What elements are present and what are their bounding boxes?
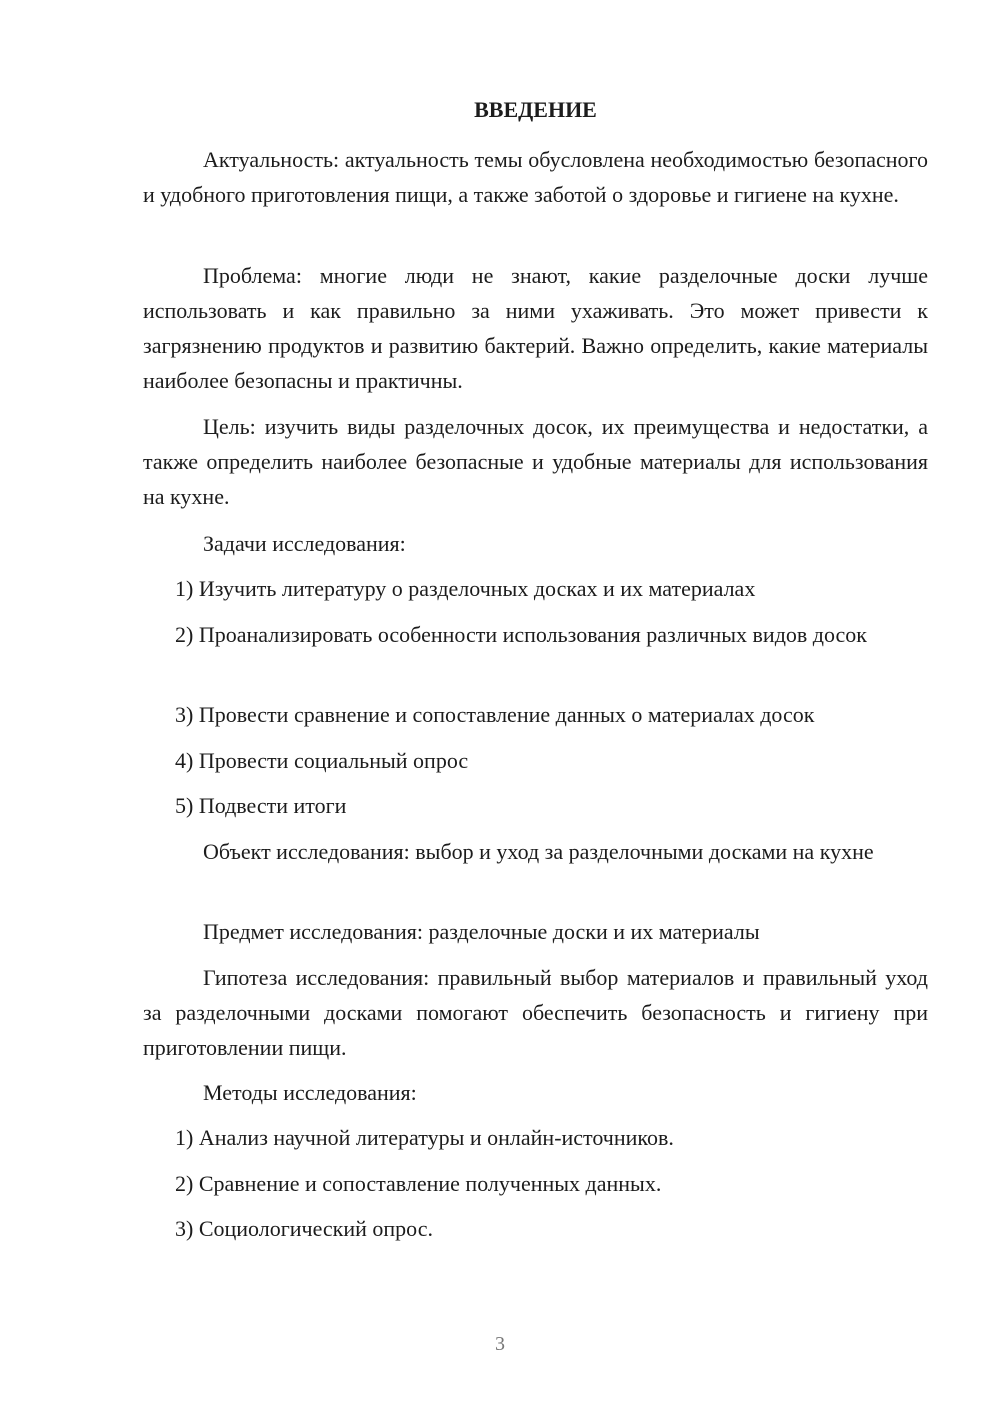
task-item-1: 1) Изучить литературу о разделочных досках и их материалах	[175, 576, 756, 601]
hypothesis-paragraph: Гипотеза исследования: правильный выбор материалов и правильный уход за разделочными досками помогают обеспечить безопасность и гигиену при приготовлении пищи.	[143, 965, 928, 1060]
task-item-3: 3) Провести сравнение и сопоставление данных о материалах досок	[175, 702, 815, 727]
task-item-5: 5) Подвести итоги	[175, 793, 347, 818]
section-heading: ВВЕДЕНИЕ	[474, 97, 597, 122]
method-item-3: 3) Социологический опрос.	[175, 1216, 433, 1241]
subject-paragraph: Предмет исследования: разделочные доски и их материалы	[203, 919, 760, 944]
page-number: 3	[495, 1333, 505, 1355]
tasks-heading: Задачи исследования:	[203, 531, 406, 556]
task-item-2: 2) Проанализировать особенности использования различных видов досок	[175, 622, 867, 647]
goal-paragraph: Цель: изучить виды разделочных досок, их преимущества и недостатки, а также определить наиболее безопасные и удобные материалы для использования на кухне.	[143, 414, 928, 509]
relevance-paragraph: Актуальность: актуальность темы обусловлена необходимостью безопасного и удобного приготовления пищи, а также заботой о здоровье и гигиене на кухне.	[143, 147, 928, 207]
task-item-4: 4) Провести социальный опрос	[175, 748, 469, 773]
problem-paragraph: Проблема: многие люди не знают, какие разделочные доски лучше использовать и как правильно за ними ухаживать. Это может привести к загрязнению продуктов и развитию бактерий. Важно определить, какие материалы наиболее безопасны и практичны.	[143, 263, 928, 393]
method-item-1: 1) Анализ научной литературы и онлайн-источников.	[175, 1125, 674, 1150]
methods-heading: Методы исследования:	[203, 1080, 417, 1105]
document-page	[143, 0, 928, 1414]
method-item-2: 2) Сравнение и сопоставление полученных данных.	[175, 1171, 662, 1196]
object-paragraph: Объект исследования: выбор и уход за разделочными досками на кухне	[203, 839, 874, 864]
